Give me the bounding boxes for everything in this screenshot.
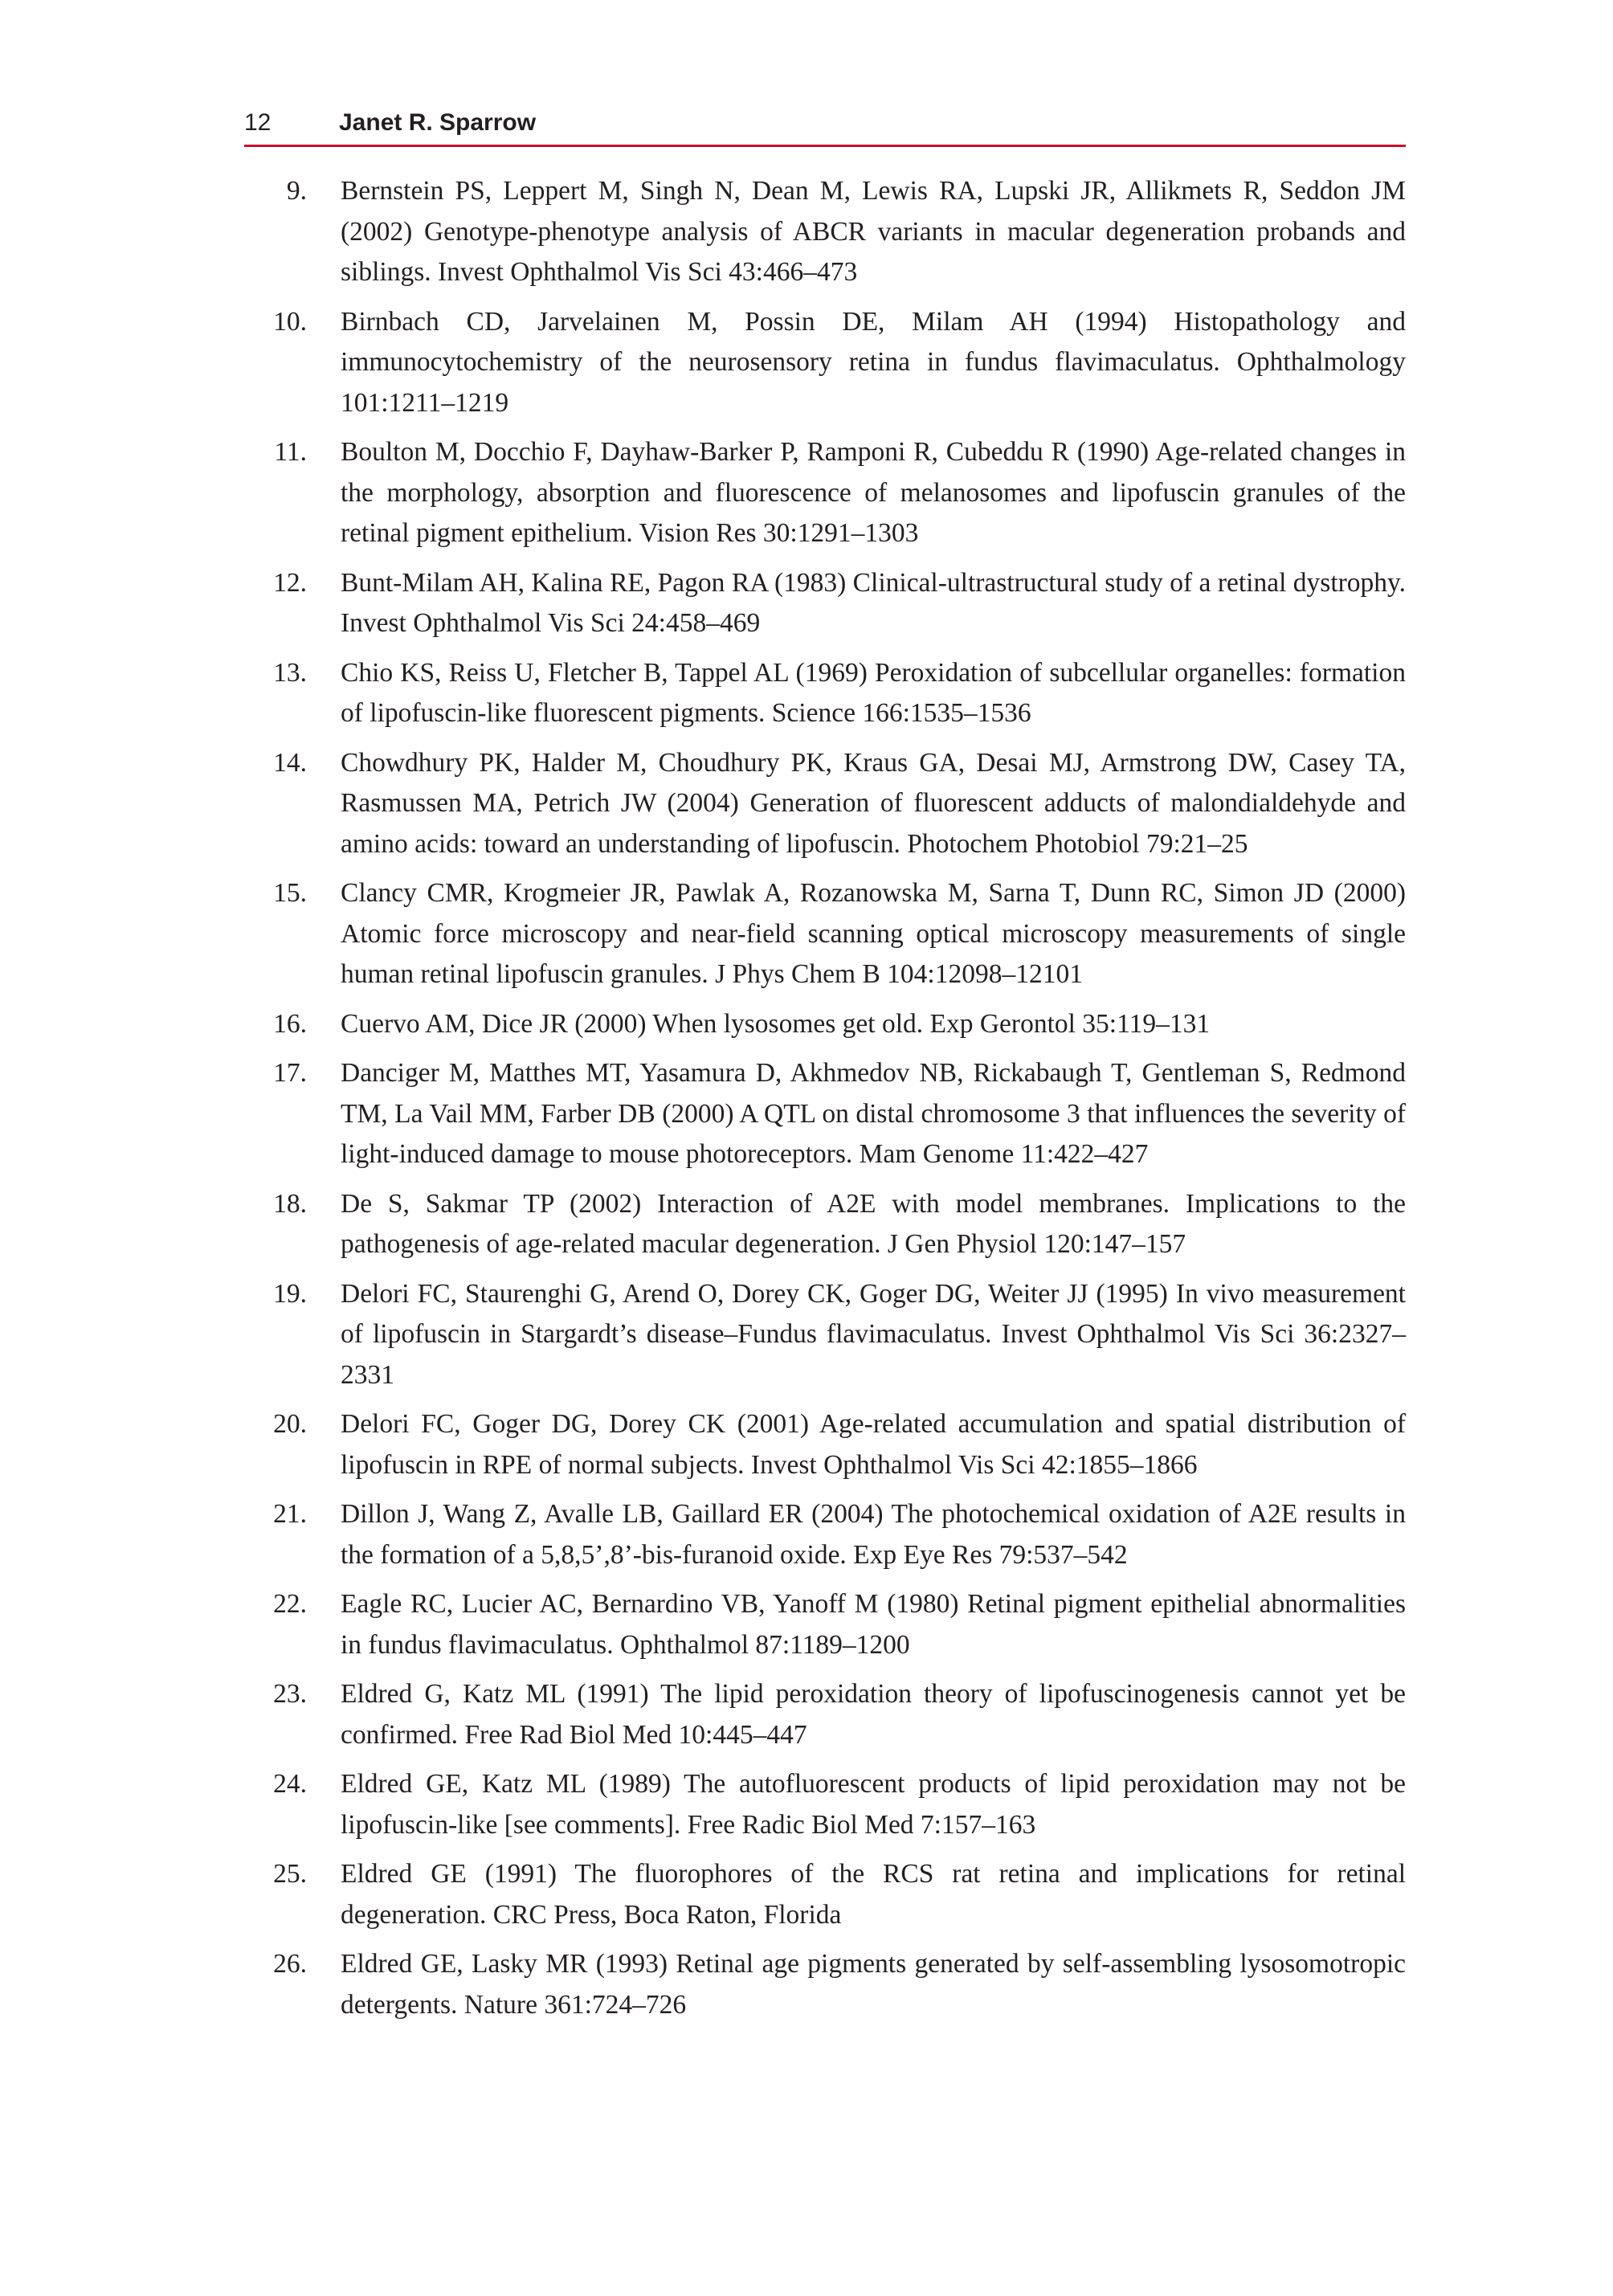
reference-item — [244, 1674, 1406, 1755]
reference-number: 25. — [273, 1859, 307, 1889]
reference-item — [244, 743, 1406, 865]
reference-number: 15. — [273, 878, 307, 908]
reference-number: 12. — [273, 567, 307, 598]
reference-item — [244, 1404, 1406, 1485]
reference-text: Danciger M, Matthes MT, Yasamura D, Akhmedov NB, Rickabaugh T, Gentleman S, Redmond TM, La Vail MM, Farber DB (2000) A QTL on distal chromosome 3 that influences the severity of light-induced damage to mouse photoreceptors. Mam Genome 11:422–427 — [341, 1058, 1406, 1169]
reference-number: 11. — [274, 437, 307, 467]
reference-item — [244, 1584, 1406, 1665]
reference-number: 23. — [273, 1679, 307, 1709]
reference-item — [244, 873, 1406, 995]
reference-item — [244, 1494, 1406, 1575]
reference-text: Boulton M, Docchio F, Dayhaw-Barker P, Ramponi R, Cubeddu R (1990) Age-related changes in the morphology, absorption and fluorescence of melanosomes and lipofuscin granules of the retinal pigment epithelium. Vision Res 30:1291–1303 — [341, 437, 1406, 548]
reference-number: 17. — [273, 1058, 307, 1088]
reference-number: 22. — [273, 1589, 307, 1619]
reference-item — [244, 1004, 1406, 1045]
page-header — [244, 104, 1406, 147]
reference-number: 24. — [273, 1769, 307, 1799]
reference-text: Eldred GE, Katz ML (1989) The autofluorescent products of lipid peroxidation may not be lipofuscin-like [see comments]. Free Radic Biol Med 7:157–163 — [341, 1769, 1406, 1840]
reference-number: 20. — [273, 1409, 307, 1439]
reference-number: 9. — [286, 176, 307, 206]
reference-item — [244, 171, 1406, 293]
reference-item — [244, 1764, 1406, 1845]
reference-number: 13. — [273, 657, 307, 688]
reference-number: 16. — [273, 1008, 307, 1039]
reference-text: Eldred GE (1991) The fluorophores of the RCS rat retina and implications for retinal degeneration. CRC Press, Boca Raton, Florida — [341, 1859, 1406, 1930]
reference-item — [244, 432, 1406, 554]
reference-item — [244, 1944, 1406, 2025]
reference-text: Chowdhury PK, Halder M, Choudhury PK, Kraus GA, Desai MJ, Armstrong DW, Casey TA, Rasmussen MA, Petrich JW (2004) Generation of fluorescent adducts of malondialdehyde and amino acids: toward an understanding of lipofuscin. Photochem Photobiol 79:21–25 — [341, 747, 1406, 859]
reference-text: Clancy CMR, Krogmeier JR, Pawlak A, Rozanowska M, Sarna T, Dunn RC, Simon JD (2000) Atomic force microscopy and near-field scanning optical microscopy measurements of single human retinal lipofuscin granules. J Phys Chem B 104:12098–12101 — [341, 878, 1406, 989]
reference-text: Cuervo AM, Dice JR (2000) When lysosomes get old. Exp Gerontol 35:119–131 — [341, 1008, 1211, 1039]
reference-text: Bunt-Milam AH, Kalina RE, Pagon RA (1983) Clinical-ultrastructural study of a retinal dystrophy. Invest Ophthalmol Vis Sci 24:458–469 — [341, 567, 1406, 638]
reference-text: Eldred GE, Lasky MR (1993) Retinal age pigments generated by self-assembling lysosomotropic detergents. Nature 361:724–726 — [341, 1949, 1406, 2020]
reference-text: Bernstein PS, Leppert M, Singh N, Dean M, Lewis RA, Lupski JR, Allikmets R, Seddon JM (2002) Genotype-phenotype analysis of ABCR variants in macular degeneration probands and siblings. Invest Ophthalmol Vis Sci 43:466–473 — [341, 176, 1406, 287]
reference-text: Dillon J, Wang Z, Avalle LB, Gaillard ER (2004) The photochemical oxidation of A2E results in the formation of a 5,8,5’,8’-bis-furanoid oxide. Exp Eye Res 79:537–542 — [341, 1499, 1406, 1570]
reference-text: Birnbach CD, Jarvelainen M, Possin DE, Milam AH (1994) Histopathology and immunocytochemistry of the neurosensory retina in fundus flavimaculatus. Ophthalmology 101:1211–1219 — [341, 306, 1406, 418]
reference-number: 21. — [273, 1499, 307, 1529]
page-number: 12 — [244, 109, 272, 136]
reference-item — [244, 1053, 1406, 1175]
reference-text: Chio KS, Reiss U, Fletcher B, Tappel AL (1969) Peroxidation of subcellular organelles: formation of lipofuscin-like fluorescent pigments. Science 166:1535–1536 — [341, 657, 1406, 728]
reference-item — [244, 653, 1406, 734]
reference-number: 26. — [273, 1949, 307, 1979]
reference-text: Eldred G, Katz ML (1991) The lipid peroxidation theory of lipofuscinogenesis cannot yet be confirmed. Free Rad Biol Med 10:445–447 — [341, 1679, 1406, 1750]
reference-text: Delori FC, Staurenghi G, Arend O, Dorey CK, Goger DG, Weiter JJ (1995) In vivo measurement of lipofuscin in Stargardt’s disease–Fundus flavimaculatus. Invest Ophthalmol Vis Sci 36:2327–2331 — [341, 1278, 1406, 1390]
reference-item — [244, 1184, 1406, 1265]
reference-item — [244, 563, 1406, 644]
reference-item — [244, 1854, 1406, 1935]
reference-item — [244, 1274, 1406, 1396]
running-head-author: Janet R. Sparrow — [339, 109, 537, 136]
reference-number: 19. — [273, 1278, 307, 1309]
reference-text: De S, Sakmar TP (2002) Interaction of A2E with model membranes. Implications to the pathogenesis of age-related macular degeneration. J Gen Physiol 120:147–157 — [341, 1188, 1406, 1259]
reference-list — [244, 171, 1406, 2034]
reference-text: Delori FC, Goger DG, Dorey CK (2001) Age-related accumulation and spatial distribution of lipofuscin in RPE of normal subjects. Invest Ophthalmol Vis Sci 42:1855–1866 — [341, 1409, 1406, 1480]
reference-item — [244, 302, 1406, 424]
reference-number: 18. — [273, 1188, 307, 1219]
reference-text: Eagle RC, Lucier AC, Bernardino VB, Yanoff M (1980) Retinal pigment epithelial abnormalities in fundus flavimaculatus. Ophthalmol 87:1189–1200 — [341, 1589, 1406, 1660]
reference-number: 10. — [273, 306, 307, 337]
reference-number: 14. — [273, 747, 307, 778]
